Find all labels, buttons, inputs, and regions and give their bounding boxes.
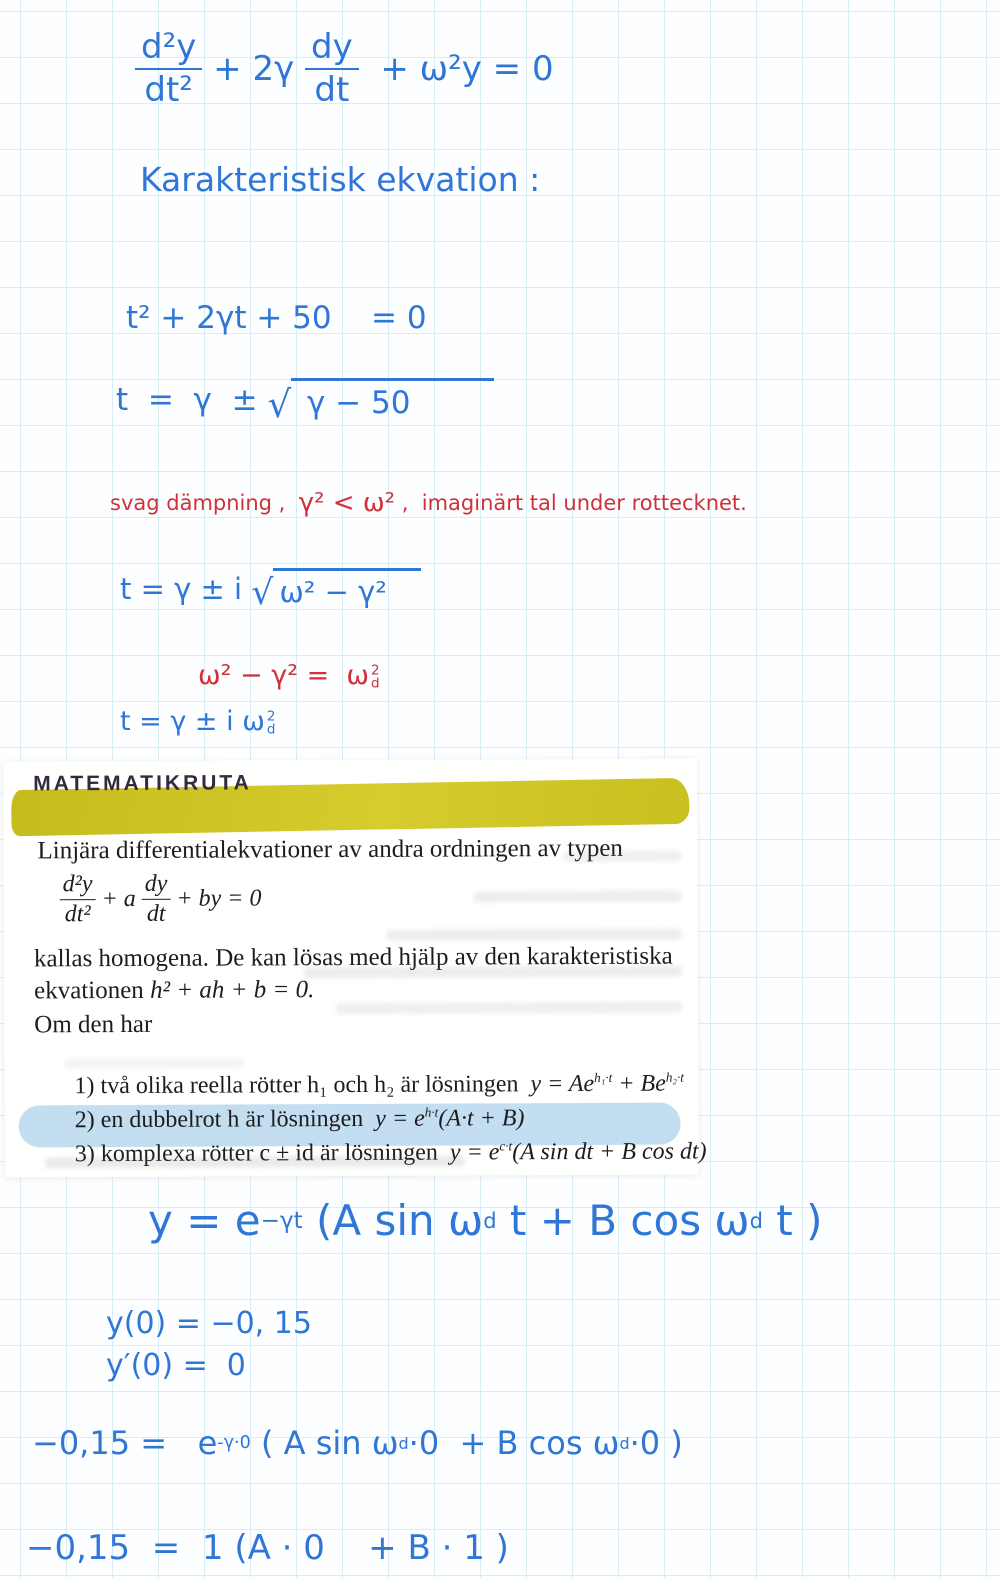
item-text: komplexa rötter c ± id är lösningen bbox=[100, 1139, 450, 1168]
radical-sign: √ bbox=[267, 382, 292, 427]
clipping-body-line3: Om den har bbox=[34, 1010, 153, 1039]
equation-text: ·0 + B cos ω bbox=[408, 1424, 620, 1462]
exponent: −γt bbox=[260, 1207, 303, 1234]
characteristic-equation bbox=[126, 300, 427, 336]
heading-text: Karakteristisk ekvation : bbox=[140, 160, 541, 199]
item-solution bbox=[450, 1138, 707, 1165]
bleed-through-artifact bbox=[64, 1058, 244, 1068]
differential-equation bbox=[135, 28, 554, 110]
section-heading bbox=[140, 160, 540, 199]
solution-text: (A·t + B) bbox=[438, 1105, 525, 1132]
body-math: h² + ah + b = 0. bbox=[149, 976, 315, 1004]
fraction-numerator: dy bbox=[142, 871, 171, 900]
formula-text: + by = 0 bbox=[170, 885, 262, 912]
clipping-body-line1: kallas homogena. De kan lösas med hjälp av den karakteristiska bbox=[33, 942, 673, 973]
omega-symbol: ω bbox=[346, 660, 370, 691]
item-text: en dubbelrot h är lösningen bbox=[100, 1105, 376, 1134]
substitution-step-equation bbox=[32, 1424, 683, 1462]
equation-text: + ω²y = 0 bbox=[358, 49, 554, 90]
initial-condition-2 bbox=[106, 1348, 246, 1383]
exponent: h₁·t bbox=[594, 1069, 613, 1085]
complex-roots-equation bbox=[120, 568, 421, 614]
clipping-intro: Linjära differentialekvationer av andra ordningen av typen bbox=[37, 834, 623, 865]
fraction-denominator: dt bbox=[314, 70, 350, 111]
equation-text: y = e bbox=[148, 1196, 261, 1245]
equation-text: t = γ ± i bbox=[120, 571, 252, 606]
exponent: c·t bbox=[499, 1138, 513, 1154]
bleed-through-artifact bbox=[386, 929, 682, 941]
equation-text: ( A sin ω bbox=[250, 1424, 399, 1462]
bleed-through-artifact bbox=[563, 851, 681, 863]
radicand: ω² − γ² bbox=[273, 568, 420, 609]
exponent: -γ·0 bbox=[217, 1433, 251, 1453]
formula-text: + a bbox=[95, 885, 142, 912]
bleed-through-artifact bbox=[45, 1156, 465, 1169]
sup-sub-stack bbox=[267, 710, 276, 736]
item-solution bbox=[530, 1071, 684, 1098]
textbook-clipping bbox=[3, 758, 707, 1177]
exponent: h₂·t bbox=[665, 1069, 684, 1085]
annotation-text: svag dämpning , bbox=[110, 491, 299, 515]
equation-text: −0,15 = 1 (A · 0 + B · 1 ) bbox=[26, 1528, 509, 1568]
clipping-title: MATEMATIKRUTA bbox=[33, 771, 252, 796]
solution-text: (A sin dt + B cos dt) bbox=[512, 1138, 707, 1166]
subscript: d bbox=[749, 1208, 763, 1233]
fraction-denominator: dt² bbox=[64, 901, 91, 928]
radical-sign: √ bbox=[251, 573, 274, 614]
equation-text: t² + 2γt + 50 = 0 bbox=[126, 300, 427, 336]
exponent: h·t bbox=[424, 1104, 439, 1120]
equation-text: ·0 ) bbox=[629, 1424, 683, 1462]
annotation-text: , imaginärt tal under rottecknet. bbox=[395, 491, 747, 515]
initial-condition-1 bbox=[106, 1306, 312, 1341]
equation-text: y′(0) = 0 bbox=[106, 1348, 246, 1383]
equation-text: −0,15 = bbox=[32, 1424, 198, 1462]
equation-text: (A sin ω bbox=[302, 1196, 484, 1245]
fraction-numerator: dy bbox=[305, 28, 359, 70]
subscript: d bbox=[619, 1433, 630, 1453]
solution-text: y = e bbox=[375, 1105, 425, 1132]
fraction-d2y-dt2 bbox=[135, 28, 202, 110]
fraction-denominator: dt² bbox=[144, 70, 193, 111]
roots-omega-d-equation bbox=[120, 706, 275, 737]
equation-text: y(0) = −0, 15 bbox=[106, 1306, 312, 1341]
equation-text: ω² − γ² = bbox=[198, 660, 347, 691]
equation-text: t + B cos ω bbox=[496, 1196, 750, 1245]
subscript: d bbox=[483, 1208, 497, 1233]
item-label: 1) bbox=[74, 1073, 101, 1100]
square-root bbox=[251, 568, 421, 614]
bleed-through-artifact bbox=[336, 1002, 682, 1015]
annotation-inequality: γ² < ω² bbox=[298, 488, 396, 518]
subscript: d bbox=[266, 721, 276, 738]
equation-text: t = γ ± i bbox=[120, 706, 243, 737]
bleed-through-artifact bbox=[474, 891, 682, 903]
fraction-dy-dt bbox=[142, 871, 171, 928]
clipping-body-line2 bbox=[34, 976, 314, 1005]
solution-text: y = e bbox=[449, 1139, 500, 1166]
equation-text: t = γ ± bbox=[116, 381, 268, 418]
fraction-numerator: d²y bbox=[135, 28, 202, 70]
subscript: d bbox=[398, 1433, 409, 1453]
fraction-denominator: dt bbox=[146, 900, 166, 927]
item-text: två olika reella rötter h₁ och h₂ är lösningen bbox=[100, 1071, 531, 1100]
fraction-dy-dt bbox=[305, 28, 359, 110]
clipping-formula bbox=[60, 870, 262, 928]
superscript: 2 bbox=[266, 708, 276, 725]
omega-symbol: ω bbox=[242, 706, 265, 737]
roots-equation bbox=[116, 378, 494, 427]
equation-text: + 2γ bbox=[202, 49, 306, 90]
solution-text: + Be bbox=[612, 1070, 666, 1097]
case-item-3 bbox=[51, 1110, 707, 1195]
radicand: γ − 50 bbox=[291, 378, 494, 421]
fraction-d2y-dt2 bbox=[60, 871, 96, 928]
sup-sub-stack bbox=[371, 664, 380, 690]
solution-text: y = Ae bbox=[530, 1070, 595, 1098]
fraction-numerator: d²y bbox=[60, 871, 96, 900]
item-label: 2) bbox=[74, 1107, 101, 1134]
bleed-through-artifact bbox=[304, 966, 682, 979]
square-root bbox=[267, 378, 494, 427]
body-text: ekvationen bbox=[34, 976, 151, 1005]
item-label: 3) bbox=[74, 1141, 101, 1168]
omega-d-definition bbox=[198, 660, 380, 691]
final-step-equation bbox=[26, 1528, 509, 1568]
subscript: d bbox=[371, 675, 380, 692]
equation-text: e bbox=[197, 1424, 218, 1462]
superscript: 2 bbox=[371, 662, 380, 679]
red-annotation bbox=[110, 488, 747, 518]
equation-text: t ) bbox=[762, 1196, 823, 1245]
general-solution-equation bbox=[148, 1196, 823, 1245]
